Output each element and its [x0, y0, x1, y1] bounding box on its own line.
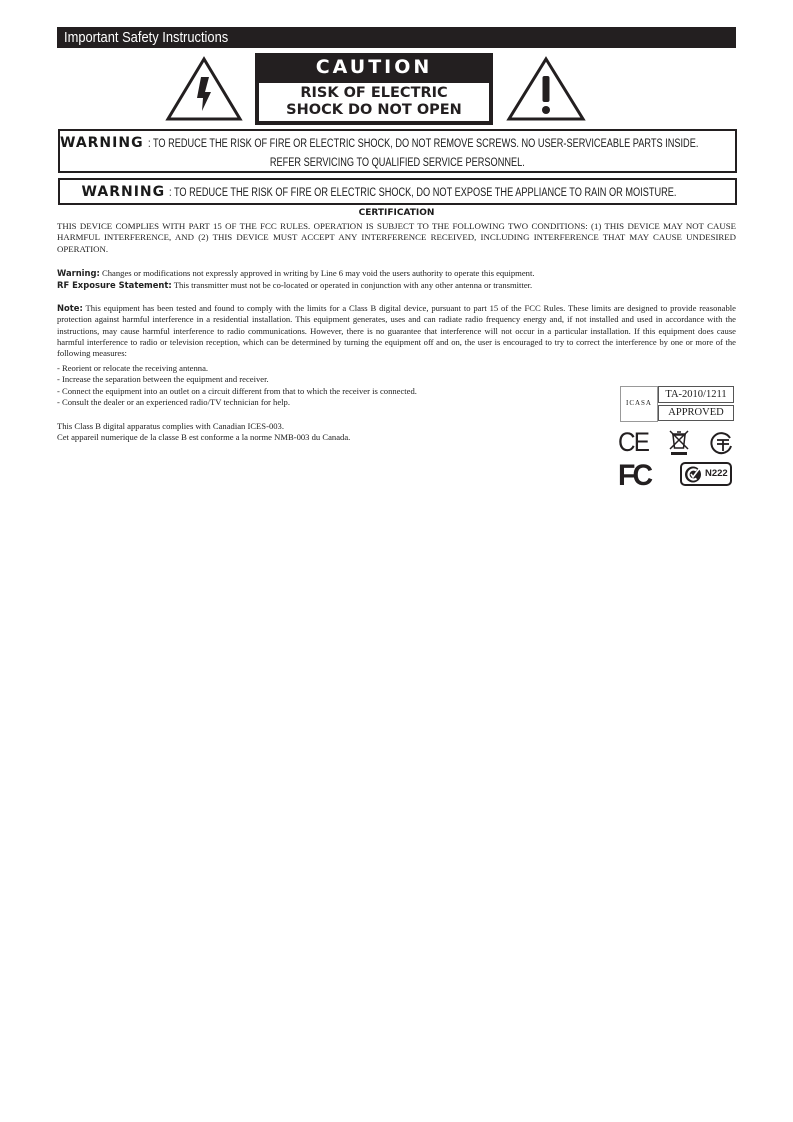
warning-box-screws — [58, 129, 737, 173]
c-tick-mark — [680, 462, 732, 486]
rf-exposure-text: This transmitter must not be co-located or operated in conjunction with any other antenna or transmitter. — [173, 280, 533, 290]
warning-text-moisture: : TO REDUCE THE RISK OF FIRE OR ELECTRIC SHOCK, DO NOT EXPOSE THE APPLIANCE TO RAIN OR MOISTURE. — [169, 187, 677, 199]
page-title: Important Safety Instructions — [64, 29, 229, 46]
fcc-note — [57, 303, 736, 359]
c-tick-number: N222 — [705, 468, 728, 479]
warning-note — [57, 268, 736, 279]
caution-line-1: RISK OF ELECTRIC — [300, 85, 448, 101]
header-bar — [57, 27, 736, 48]
warning-text-line-1: : TO REDUCE THE RISK OF FIRE OR ELECTRIC SHOCK, DO NOT REMOVE SCREWS. NO USER-SERVICEABLE PARTS INSIDE. — [147, 138, 698, 150]
canada-statement — [57, 421, 577, 444]
warning-note-text: Changes or modifications not expressly approved in writing by Line 6 may void the users authority to operate this equipment. — [102, 268, 535, 278]
caution-line-2: SHOCK DO NOT OPEN — [286, 102, 462, 118]
certification-body: THIS DEVICE COMPLIES WITH PART 15 OF THE FCC RULES. OPERATION IS SUBJECT TO THE FOLLOWING TWO CONDITIONS: (1) THIS DEVICE MAY NOT CAUSE HARMFUL INTERFERENCE, AND (2) THIS DEVICE MUST ACCEPT ANY INTERFERENCE RECEIVED, INCLUDING INTERFERENCE THAT MAY CAUSE UNDESIRED OPERATION. — [57, 221, 736, 254]
measures-list — [57, 363, 577, 408]
list-item: - Consult the dealer or an experienced radio/TV technician for help. — [57, 396, 290, 407]
rf-exposure-label: RF Exposure Statement: — [57, 280, 172, 290]
icasa-approval-box — [620, 386, 734, 420]
fcc-note-label: Note: — [57, 303, 83, 313]
icasa-number: TA-2010/1211 — [658, 386, 734, 403]
caution-inner — [259, 83, 489, 121]
exclamation-triangle-icon — [506, 56, 586, 122]
warning-box-moisture — [58, 178, 737, 205]
crossed-bin-icon — [667, 428, 691, 456]
fcc-note-text: This equipment has been tested and found to comply with the limits for a Class B digital device, pursuant to part 15 of the FCC Rules. These limits are designed to provide reasonable protection against harmful interference in a residential installation. This equipment generates, uses and can radiate radio frequency energy and, if not installed and used in accordance with the instructions, may cause harmful interference to radio communications. However, there is no guarantee that interference will not occur in a particular installation. If this equipment does cause harmful interference to radio or television reception, which can be determined by turning the equipment off and on, the user is encouraged to try to correct the interference by one or more of the following measures: — [57, 303, 736, 359]
warning-note-label: Warning: — [57, 268, 100, 278]
icasa-logo-text: ICASA — [625, 399, 652, 407]
icasa-status: APPROVED — [658, 405, 734, 421]
warning-label: WARNING — [60, 135, 144, 151]
caution-label — [255, 53, 493, 125]
lightning-bolt-triangle-icon — [165, 56, 243, 122]
fcc-mark: FC — [618, 459, 651, 492]
caution-title: CAUTION — [315, 56, 433, 78]
list-item: - Increase the separation between the equipment and receiver. — [57, 374, 269, 385]
certification-circle-icon — [708, 431, 734, 455]
canada-line-french: Cet appareil numerique de la classe B est conforme a la norme NMB-003 du Canada. — [57, 432, 351, 443]
list-item: - Connect the equipment into an outlet on a circuit different from that to which the receiver is connected. — [57, 385, 417, 396]
rf-exposure-note — [57, 280, 736, 291]
list-item: - Reorient or relocate the receiving antenna. — [57, 363, 209, 373]
warning-label: WARNING — [81, 184, 166, 200]
canada-line-english: This Class B digital apparatus complies with Canadian ICES-003. — [57, 421, 284, 431]
icasa-logo — [620, 386, 658, 422]
c-tick-icon — [684, 466, 702, 483]
ce-mark: CE — [618, 427, 649, 457]
warning-text-line-2: REFER SERVICING TO QUALIFIED SERVICE PERSONNEL. — [270, 157, 525, 169]
certification-title: CERTIFICATION — [358, 208, 435, 218]
